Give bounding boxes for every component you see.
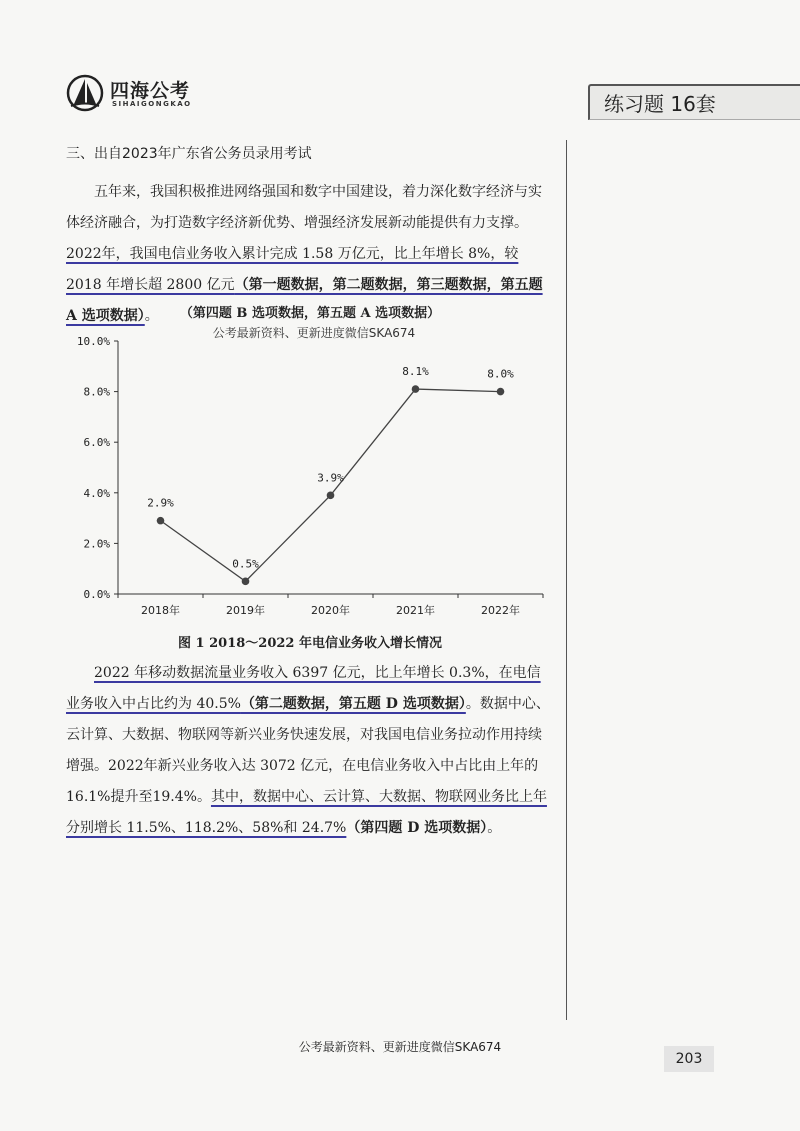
logo-subtext: SIHAIGONGKAO: [112, 100, 192, 108]
margin-divider: [566, 140, 567, 1020]
data-point: [157, 517, 165, 525]
data-point: [412, 385, 420, 393]
y-tick-label: 2.0%: [83, 537, 110, 551]
para2-sentence-2: 。数据中心、云计算、大数据、物联网等新兴业务快速发展，对我国电信业务拉动作用持续增强。2022年新兴业务收入达 3072 亿元，在电信业务收入中占比由上年的 16.1%提升至19.4%。: [66, 696, 550, 805]
x-tick-label: 2019年: [226, 604, 265, 617]
data-label: 8.0%: [487, 367, 514, 381]
y-tick-label: 0.0%: [83, 588, 110, 601]
chart-caption: 图 1 2018～2022 年电信业务收入增长情况: [178, 636, 442, 651]
logo-text: 四海公考: [110, 80, 191, 102]
growth-line-chart: [66, 325, 554, 625]
x-tick-label: 2022年: [481, 604, 520, 617]
practice-set-tab: 练习题 16套: [588, 84, 800, 120]
y-tick-label: 8.0%: [83, 385, 110, 399]
para1-end: 。: [144, 308, 159, 324]
x-tick-label: 2020年: [311, 604, 350, 617]
series-line: [161, 389, 501, 581]
x-tick-label: 2021年: [396, 604, 435, 617]
para1-sentence-1: 五年来，我国积极推进网络强国和数字中国建设，着力深化数字经济与实体经济融合，为打造数字经济新优势、增强经济发展新动能提供有力支撑。: [66, 184, 542, 231]
chart-note: （第四题 B 选项数据，第五题 A 选项数据）: [179, 306, 441, 321]
page-number: 203: [664, 1046, 714, 1072]
para2-note-1: （第二题数据，第五题 D 选项数据）: [240, 696, 466, 712]
para2-sentence-3: 其中，数据中心、云计算、大数据、物联网业务比上年分别增长 11.5%、118.2%、58%和 24.7%: [66, 789, 547, 836]
data-point: [242, 578, 250, 586]
sailboat-logo-icon: [66, 74, 104, 112]
data-point: [497, 388, 505, 396]
section-title: 三、出自2023年广东省公务员录用考试: [66, 146, 312, 162]
brand-logo: [66, 74, 206, 114]
x-tick-label: 2018年: [141, 604, 180, 617]
para2-note-2: （第四题 D 选项数据）: [346, 820, 488, 836]
footer-text: 公考最新资料、更新进度微信SKA674: [298, 1040, 502, 1054]
chart-title: 公考最新资料、更新进度微信SKA674: [212, 326, 416, 340]
y-tick-label: 4.0%: [83, 486, 110, 500]
y-tick-label: 6.0%: [83, 436, 110, 450]
data-label: 2.9%: [147, 496, 174, 510]
para2-end: 。: [487, 820, 502, 836]
y-tick-label: 10.0%: [76, 335, 110, 348]
data-label: 8.1%: [402, 365, 429, 379]
para1-note: （第一题数据，第二题数据，第三题数据，第五题 A 选项数据）: [66, 277, 543, 324]
data-label: 3.9%: [317, 471, 344, 485]
data-point: [327, 492, 335, 500]
para1-sentence-2: 2022年，我国电信业务收入累计完成 1.58 万亿元，比上年增长 8%，较 2018 年增长超 2800 亿元: [66, 246, 519, 293]
paragraph-2: [66, 658, 554, 844]
para2-sentence-1: 2022 年移动数据流量业务收入 6397 亿元，比上年增长 0.3%，在电信业务收入中占比约为 40.5%: [66, 665, 541, 712]
data-label: 0.5%: [232, 557, 259, 571]
